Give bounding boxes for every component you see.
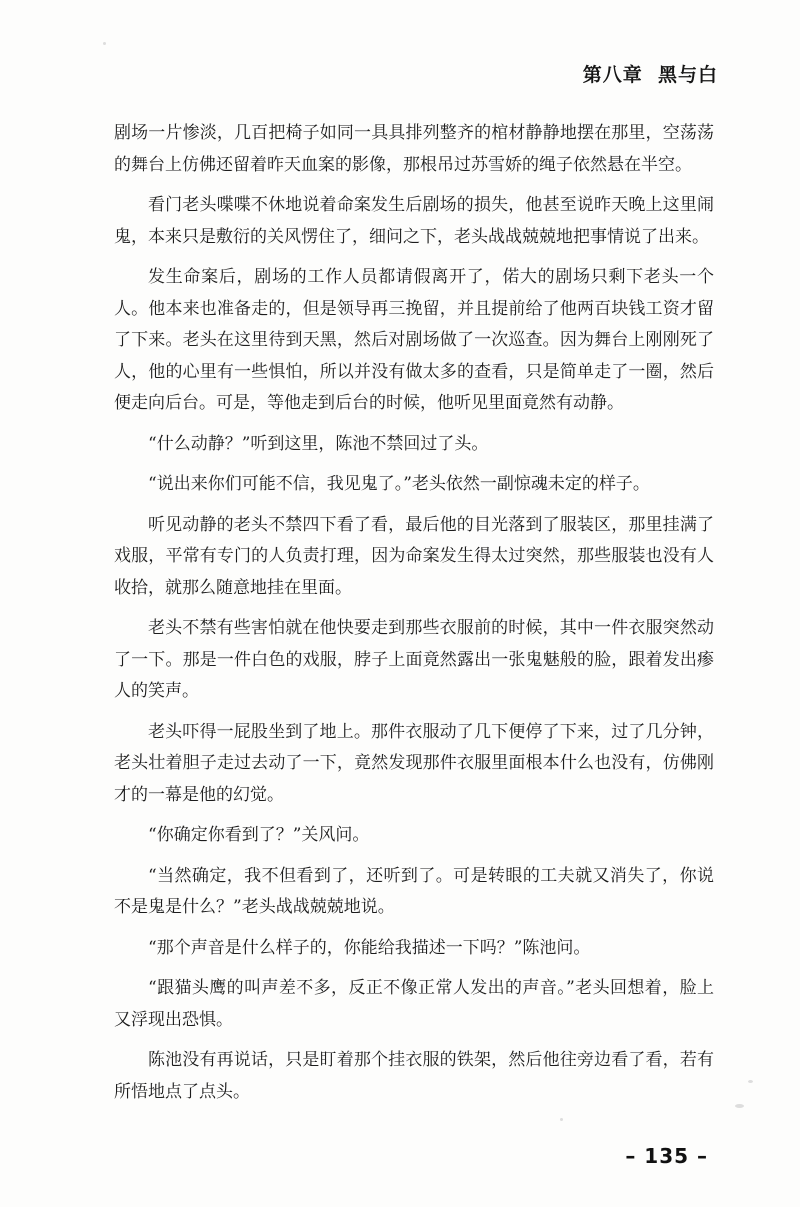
paragraph-8: 老头吓得一屁股坐到了地上。那件衣服动了几下便停了下来，过了几分钟，老头壮着胆子走过去动了一下，竟然发现那件衣服里面根本什么也没有，仿佛刚才的一幕是他的幻觉。: [114, 721, 714, 805]
paragraph-2: 看门老头喋喋不休地说着命案发生后剧场的损失，他甚至说昨天晚上这里闹鬼，本来只是敷衍的关风愣住了，细问之下，老头战战兢兢地把事情说了出来。: [114, 195, 714, 247]
chapter-body: [114, 118, 714, 1117]
paragraph-13: 陈池没有再说话，只是盯着那个挂衣服的铁架，然后他往旁边看了看，若有所悟地点了点头。: [114, 1050, 714, 1102]
paragraph-6: 听见动静的老头不禁四下看了看，最后他的目光落到了服装区，那里挂满了戏服，平常有专门的人负责打理，因为命案发生得太过突然，那些服装也没有人收拾，就那么随意地挂在里面。: [114, 514, 714, 598]
paragraph-4: “什么动静？”听到这里，陈池不禁回过了头。: [148, 433, 489, 454]
paragraph-3: 发生命案后，剧场的工作人员都请假离开了，偌大的剧场只剩下老头一个人。他本来也准备走的，但是领导再三挽留，并且提前给了他两百块钱工资才留了下来。老头在这里待到天黑，然后对剧场做了一次巡查。因为舞台上刚刚死了人，他的心里有一些惧怕，所以并没有做太多的查看，只是简单走了一圈，然后便走向后台。可是，等他走到后台的时候，他听见里面竟然有动静。: [114, 267, 714, 413]
scan-speck: [735, 1104, 744, 1108]
paragraph-7: 老头不禁有些害怕就在他快要走到那些衣服前的时候，其中一件衣服突然动了一下。那是一件白色的戏服，脖子上面竟然露出一张鬼魅般的脸，跟着发出瘆人的笑声。: [114, 618, 714, 701]
scan-speck: [748, 1080, 753, 1083]
paragraph-1: 剧场一片惨淡，几百把椅子如同一具具排列整齐的棺材静静地摆在那里，空荡荡的舞台上仿佛还留着昨天血案的影像，那根吊过苏雪娇的绳子依然悬在半空。: [114, 123, 714, 175]
page-number: – 135 –: [625, 1144, 708, 1168]
chapter-header: 第八章 黑与白: [582, 64, 718, 86]
paragraph-5: “说出来你们可能不信，我见鬼了。”老头依然一副惊魂未定的样子。: [148, 474, 650, 494]
paragraph-11: “那个声音是什么样子的，你能给我描述一下吗？”陈池问。: [148, 937, 591, 958]
paragraph-9: “你确定你看到了？”关风问。: [148, 825, 370, 845]
paragraph-12: “跟猫头鹰的叫声差不多，反正不像正常人发出的声音。”老头回想着，脸上又浮现出恐惧。: [114, 978, 714, 1030]
scan-speck: [560, 1118, 563, 1121]
scan-speck: [103, 42, 106, 45]
paragraph-10: “当然确定，我不但看到了，还听到了。可是转眼的工夫就又消失了，你说不是鬼是什么？”老头战战兢兢地说。: [114, 865, 714, 917]
